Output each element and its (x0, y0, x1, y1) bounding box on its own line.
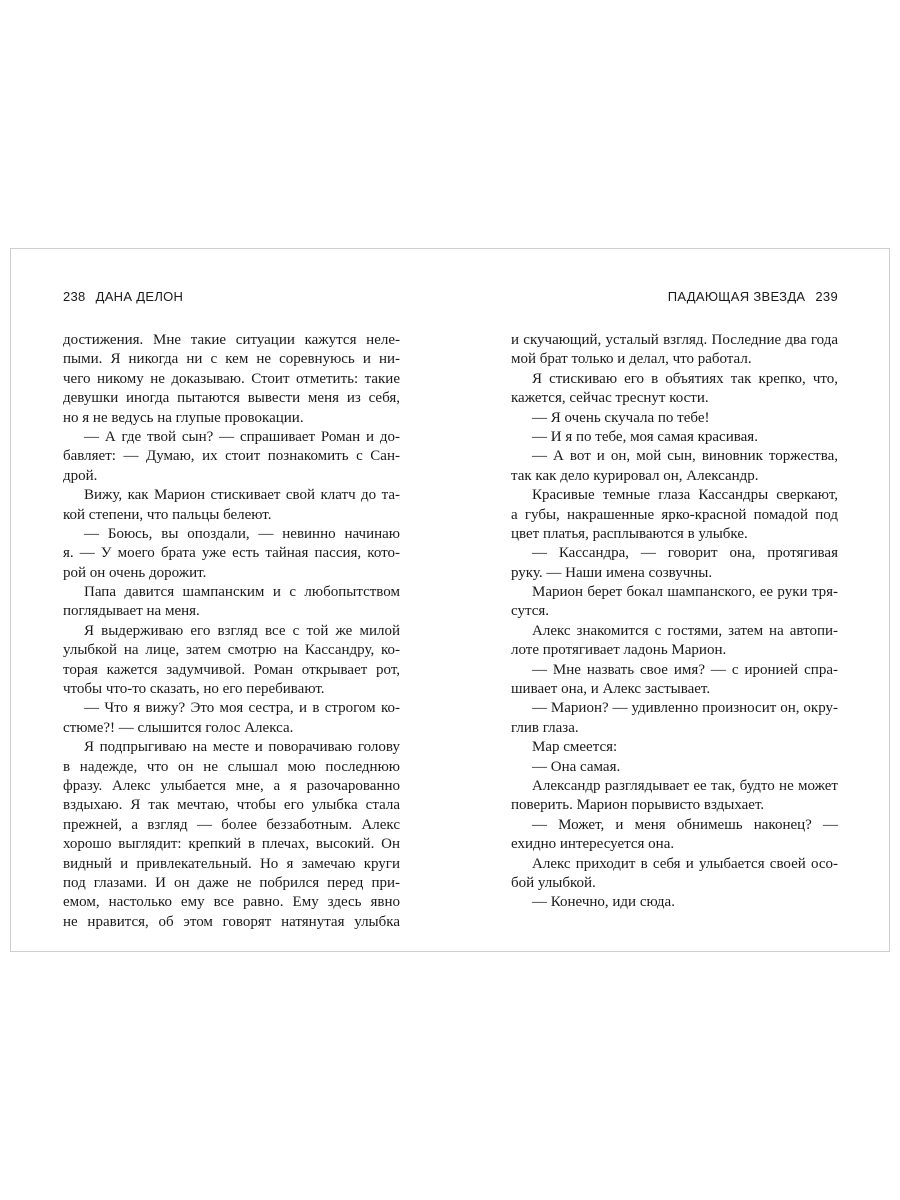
text-line: в надежде, что он не слышал мою последнюю (63, 758, 400, 775)
text-line: не нравится, об этом говорят натянутая улыбка (63, 913, 400, 930)
text-line: лоте протягивает ладонь Марион. (511, 642, 727, 659)
text-line: Я стискиваю его в объятиях так крепко, что, (532, 370, 838, 387)
text-line: прежней, а взгляд — более беззаботным. Алекс (63, 816, 400, 833)
text-line: Мар смеется: (532, 739, 618, 756)
text-line: стюме?! — слышится голос Алекса. (63, 719, 294, 736)
text-line: рой он очень дорожит. (63, 564, 207, 581)
text-line: — Кассандра, — говорит она, протягивая (532, 545, 838, 562)
text-line: сутся. (511, 603, 550, 620)
text-line: кой степени, что пальцы белеют. (63, 506, 272, 523)
text-line: — Может, и меня обнимешь наконец? — (532, 816, 838, 833)
text-line: мой брат только и делал, что работал. (511, 351, 752, 368)
text-line: цвет платья, расплываются в улыбке. (511, 525, 748, 542)
text-line: кажется, сейчас треснут кости. (511, 390, 709, 407)
text-line: Красивые темные глаза Кассандры сверкают, (532, 487, 838, 504)
text-line: и скучающий, усталый взгляд. Последние два года (511, 332, 838, 348)
text-line: чтобы что-то сказать, но его перебивают. (63, 681, 325, 698)
text-line: — А где твой сын? — спрашивает Роман и до- (84, 428, 400, 445)
text-line: — Марион? — удивленно произносит он, окру- (532, 700, 838, 717)
text-line: под глазами. И он даже не побрился перед при- (63, 874, 400, 891)
text-line: Марион берет бокал шампанского, ее руки тря- (532, 584, 838, 601)
text-line: поглядывает на меня. (63, 603, 200, 620)
text-line: чего никому не доказываю. Стоит отметить: такие (63, 370, 400, 387)
right-running-header (668, 289, 838, 304)
text-line: — Боюсь, вы опоздали, — невинно начинаю (84, 525, 400, 542)
text-line: — Что я вижу? Это моя сестра, и в строгом ко- (84, 700, 400, 717)
text-line: поверить. Марион порывисто вздыхает. (511, 797, 765, 814)
text-line: Александр разглядывает ее так, будто не может (532, 777, 838, 794)
text-line: пыми. Я никогда ни с кем не соревнуюсь и ни- (63, 351, 400, 368)
text-line: Я выдерживаю его взгляд все с той же милой (84, 622, 400, 639)
text-line: — Она самая. (532, 758, 621, 775)
text-line: — И я по тебе, моя самая красивая. (532, 428, 758, 445)
text-line: но я не ведусь на глупые провокации. (63, 409, 304, 426)
text-line: — Конечно, иди сюда. (532, 894, 675, 911)
left-page-number: 238 (63, 289, 86, 304)
text-line: достижения. Мне такие ситуации кажутся неле- (63, 332, 400, 348)
right-page-number: 239 (815, 289, 838, 304)
text-line: Алекс знакомится с гостями, затем на автопи- (532, 622, 838, 639)
text-line: ехидно интересуется она. (511, 836, 675, 853)
text-line: так как дело курировал он, Александр. (511, 467, 759, 484)
text-line: а губы, накрашенные ярко-красной помадой под (511, 506, 838, 523)
text-line: емом, настолько ему все равно. Ему здесь явно (63, 894, 400, 911)
text-line: руку. — Наши имена созвучны. (511, 564, 713, 581)
text-line: шивает она, и Алекс застывает. (511, 681, 711, 698)
left-running-head-title: ДАНА ДЕЛОН (95, 289, 184, 304)
text-line: бой улыбкой. (511, 874, 596, 891)
text-line: фразу. Алекс улыбается мне, а я разочарованно (63, 777, 400, 794)
text-line: Я подпрыгиваю на месте и поворачиваю голову (84, 739, 400, 756)
left-page (11, 249, 451, 951)
text-line: дрой. (63, 467, 98, 484)
left-running-header (63, 289, 183, 304)
text-line: торая кажется задумчивой. Роман открывает рот, (63, 661, 400, 678)
text-line: Папа давится шампанским и с любопытством (84, 584, 400, 601)
book-spread (10, 248, 890, 952)
text-line: Вижу, как Марион стискивает свой клатч до та- (84, 487, 400, 504)
text-line: я. — У моего брата уже есть тайная пассия, кото- (63, 545, 400, 562)
right-body-text (511, 331, 838, 913)
text-line: глив глаза. (511, 719, 579, 736)
text-line: бавляет: — Думаю, их стоит познакомить с Сан- (63, 448, 400, 465)
text-line: улыбкой на лице, затем смотрю на Кассандру, ко- (63, 642, 400, 659)
right-page (451, 249, 891, 951)
text-line: девушки иногда пытаются вывести меня из себя, (63, 390, 400, 407)
text-line: — Я очень скучала по тебе! (532, 409, 710, 426)
text-line: Алекс приходит в себя и улыбается своей осо- (532, 855, 838, 872)
left-body-text (63, 331, 400, 932)
text-line: — А вот и он, мой сын, виновник торжества, (532, 448, 838, 465)
text-line: — Мне назвать свое имя? — с иронией спра- (532, 661, 838, 678)
right-running-head-title: ПАДАЮЩАЯ ЗВЕЗДА (667, 289, 806, 304)
text-line: вздыхаю. Я так мечтаю, чтобы его улыбка стала (63, 797, 400, 814)
text-line: видный и привлекательный. Но я замечаю круги (63, 855, 400, 872)
text-line: хорошо выглядит: крепкий в плечах, высокий. Он (63, 836, 400, 853)
